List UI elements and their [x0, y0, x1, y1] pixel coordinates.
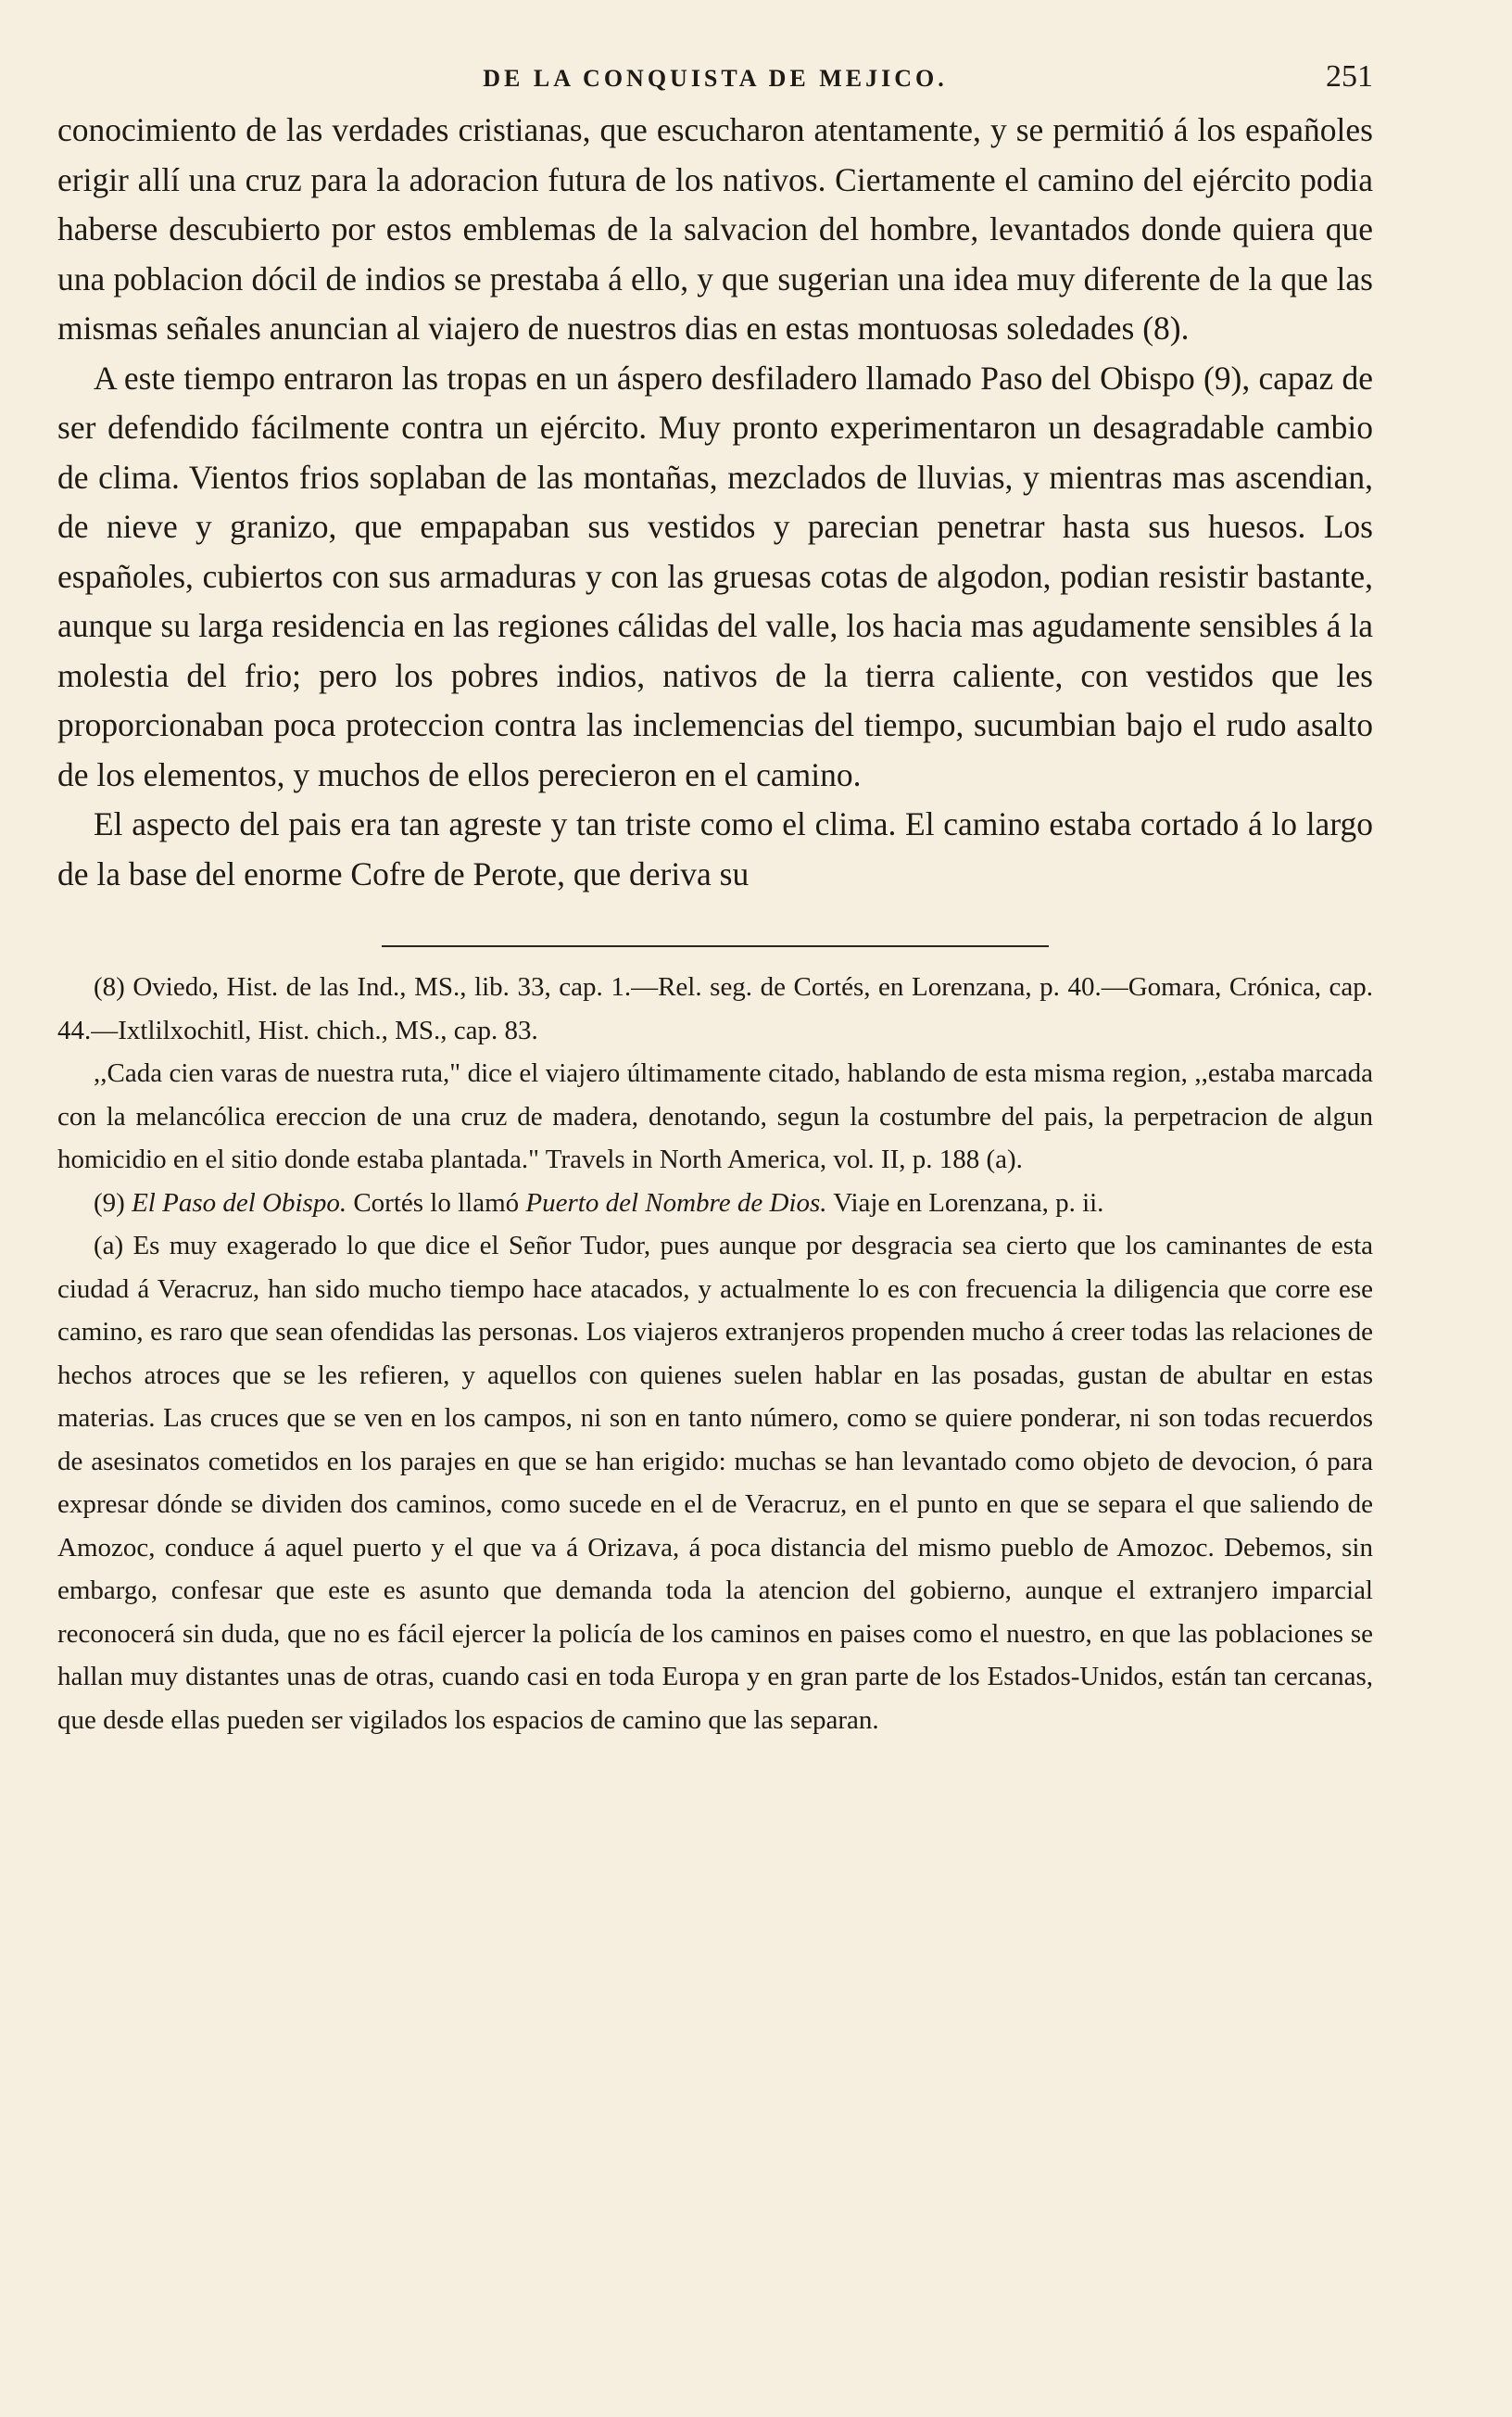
footnote-9-title: El Paso del Obispo.	[132, 1187, 347, 1218]
footnote-a: (a) Es muy exagerado lo que dice el Señor Tudor, pues aunque por desgracia sea cierto que los caminantes de esta ciudad á Veracruz, han sido mucho tiempo hace atacados, y actualmente lo es con frecuencia la diligencia que corre ese camino, es raro que sean ofendidas las personas. Los viajeros extranjeros propenden mucho á creer todas las relaciones de hechos atroces que se les refieren, y aquellos con quienes suelen hablar en las posadas, gustan de abultar en estas materias. Las cruces que se ven en los campos, ni son en tanto número, como se quiere ponderar, ni son todas recuerdos de asesinatos cometidos en los parajes en que se han erigido: muchas se han levantado como objeto de devocion, ó para expresar dónde se dividen dos caminos, como sucede en el de Veracruz, en el punto en que se separa el que saliendo de Amozoc, conduce á aquel puerto y el que va á Orizava, á poca distancia del mismo pueblo de Amozoc. Debemos, sin embargo, confesar que este es asunto que demanda toda la atencion del gobierno, aunque el extranjero imparcial reconocerá sin duda, que no es fácil ejercer la policía de los caminos en paises como el nuestro, en que las poblaciones se hallan muy distantes unas de otras, cuando casi en toda Europa y en gran parte de los Estados-Unidos, están tan cercanas, que desde ellas pueden ser vigilados los espacios de camino que las separan.	[57, 1231, 1373, 1735]
paragraph-2: A este tiempo entraron las tropas en un áspero desfiladero llamado Paso del Obispo (9), capaz de ser defendido fácilmente contra un ejército. Muy pronto experimentaron un desagradable cambio de clima. Vientos frios soplaban de las montañas, mezclados de lluvias, y mientras mas ascendian, de nieve y granizo, que empapaban sus vestidos y parecian penetrar hasta sus huesos. Los españoles, cubiertos con sus armaduras y con las gruesas cotas de algodon, podian resistir bastante, aunque su larga residencia en las regiones cálidas del valle, los hacia mas agudamente sensibles á la molestia del frio; pero los pobres indios, nativos de la tierra caliente, con vestidos que les proporcionaban poca proteccion contra las inclemencias del tiempo, sucumbian bajo el rudo asalto de los elementos, y muchos de ellos perecieron en el camino.	[57, 359, 1373, 793]
footnotes	[57, 966, 1373, 1741]
footnote-9-name: Puerto del Nombre de Dios.	[525, 1187, 827, 1218]
paragraph-1: conocimiento de las verdades cristianas, que escucharon atentamente, y se permitió á los españoles erigir allí una cruz para la adoracion futura de los nativos. Ciertamente el camino del ejército podia haberse descubierto por estos emblemas de la salvacion del hombre, levantados donde quiera que una poblacion dócil de indios se prestaba á ello, y que sugerian una idea muy diferente de la que las mismas señales anuncian al viajero de nuestros dias en estas montuosas soledades (8).	[57, 111, 1373, 347]
main-text	[57, 106, 1373, 899]
footnote-9	[57, 1182, 1373, 1225]
footnote-9-source: Viaje en Lorenzana, p. ii.	[833, 1187, 1104, 1218]
running-head	[57, 59, 1373, 102]
footnote-9-number: (9)	[94, 1187, 125, 1218]
footnote-8-quote: ,,Cada cien varas de nuestra ruta," dice el viajero últimamente citado, hablando de esta misma region, ,,estaba marcada con la melancólica ereccion de una cruz de madera, denotando, segun la costumbre del pais, la perpetracion de algun homicidio en el sitio donde estaba plantada." Travels in North America, vol. II, p. 188 (a).	[57, 1058, 1373, 1174]
paragraph-3: El aspecto del pais era tan agreste y tan triste como el clima. El camino estaba cortado á lo largo de la base del enorme Cofre de Perote, que deriva su	[57, 805, 1373, 892]
page-number: 251	[1326, 59, 1373, 94]
footnote-9-text: Cortés lo llamó	[353, 1187, 520, 1218]
footnote-divider	[382, 945, 1049, 947]
footnote-8: (8) Oviedo, Hist. de las Ind., MS., lib. 33, cap. 1.—Rel. seg. de Cortés, en Lorenzana, p. 40.—Gomara, Crónica, cap. 44.—Ixtlilxochitl, Hist. chich., MS., cap. 83.	[57, 972, 1373, 1045]
running-title: DE LA CONQUISTA DE MEJICO.	[483, 65, 948, 92]
